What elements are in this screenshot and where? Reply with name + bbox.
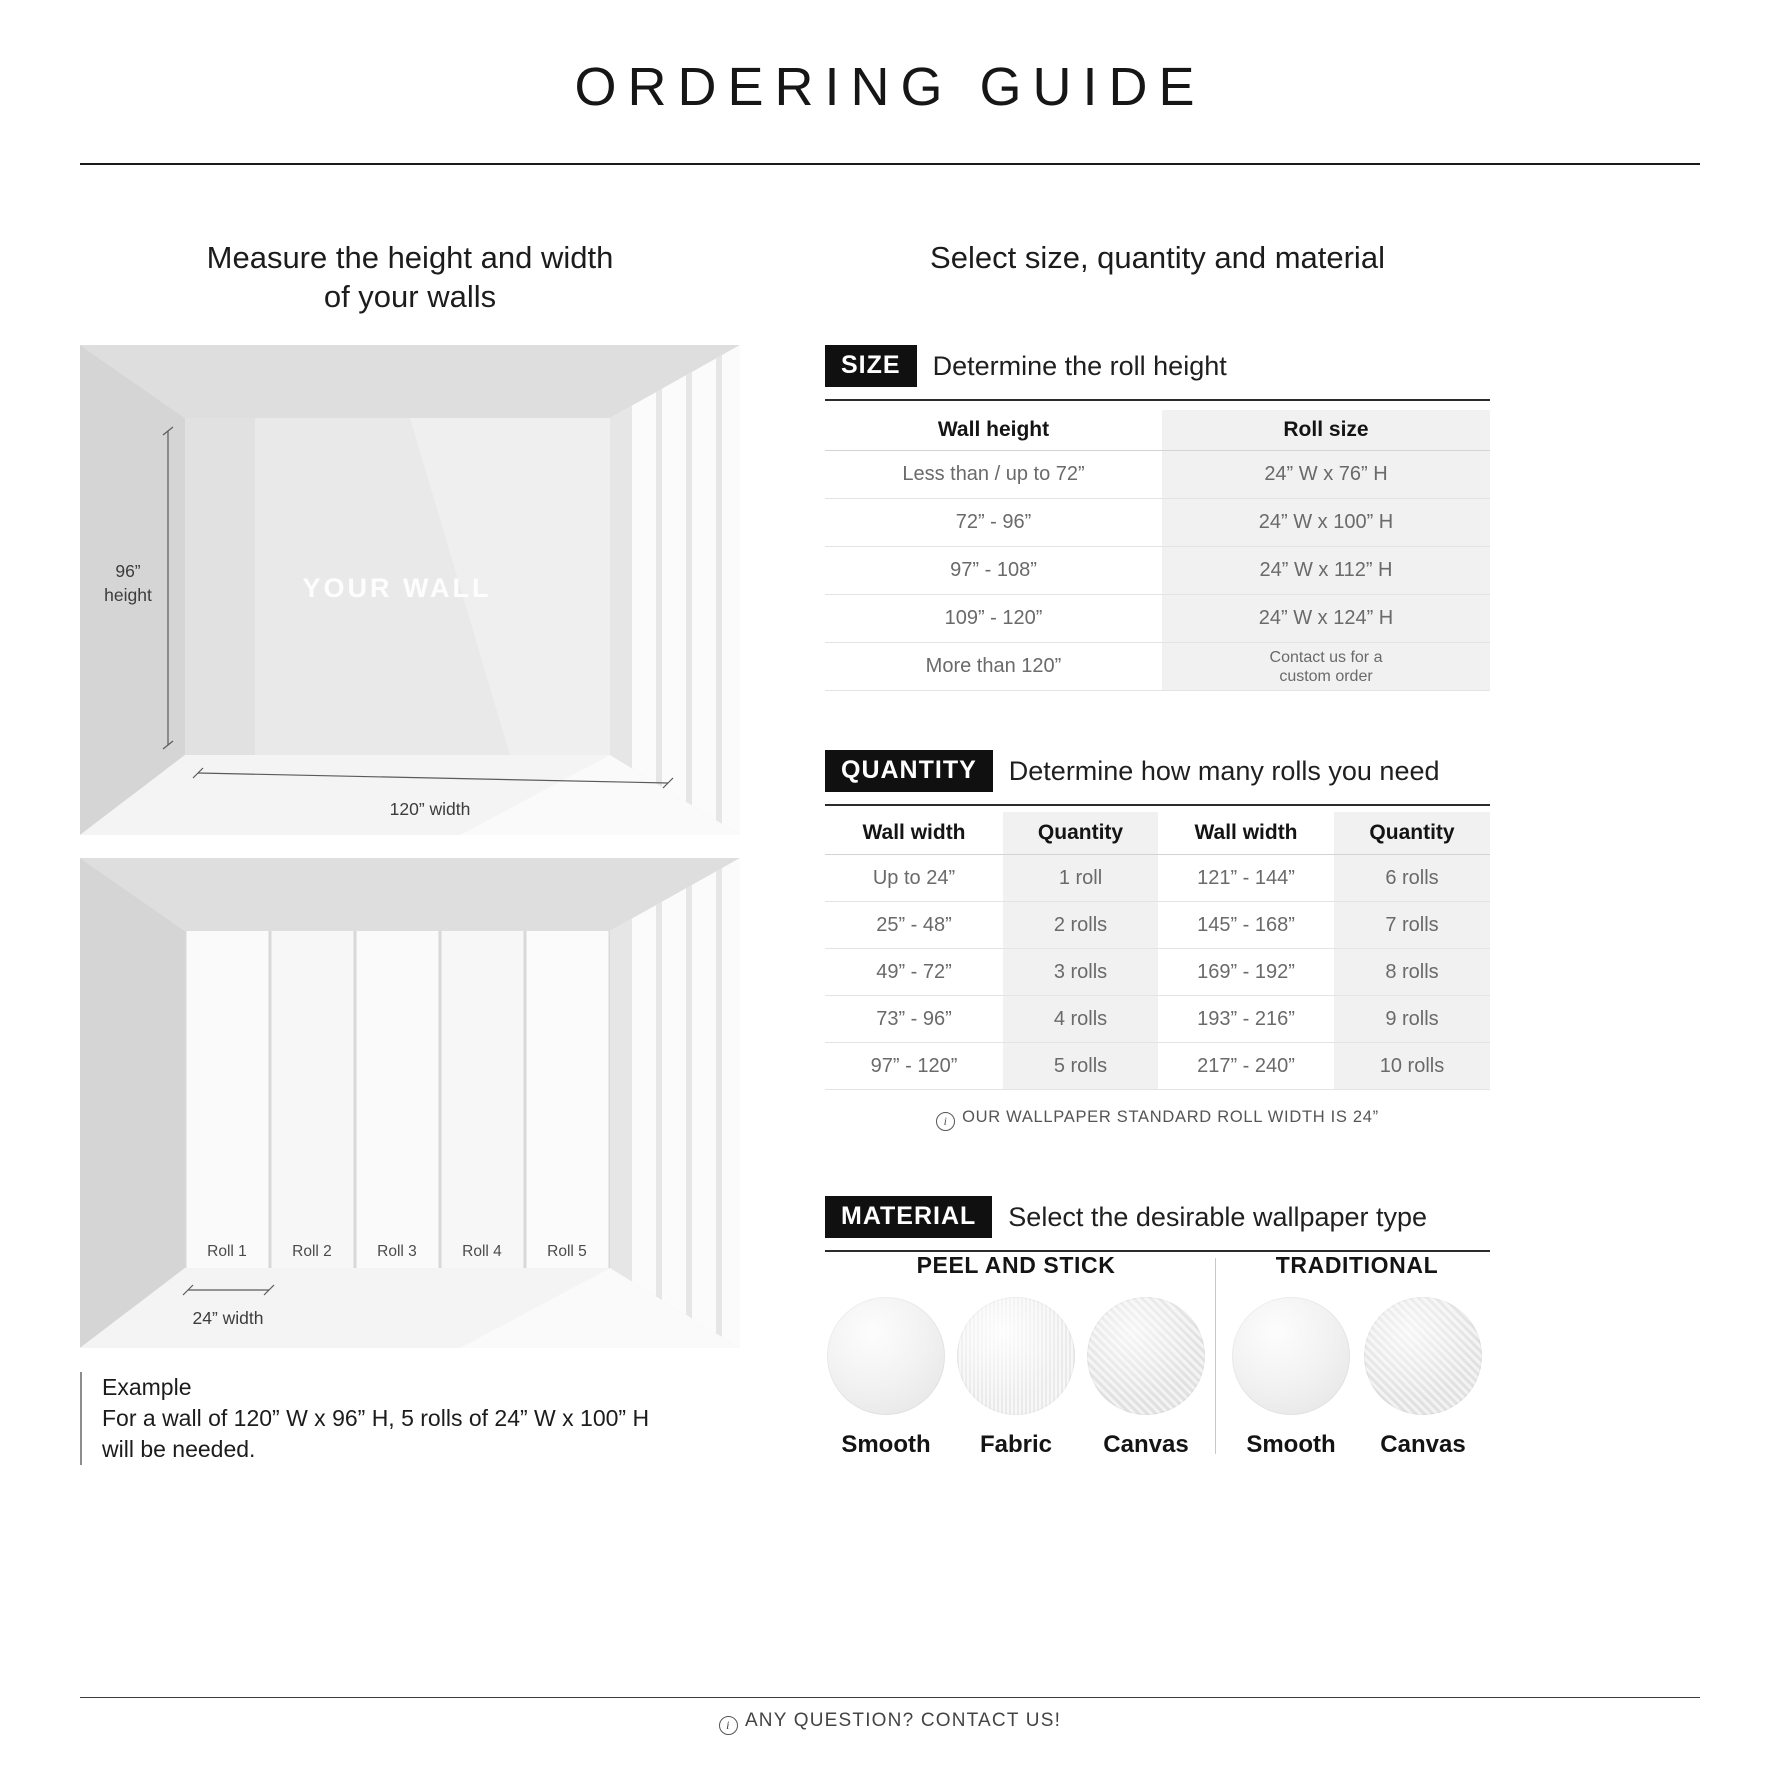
example-line1: For a wall of 120” W x 96” H, 5 rolls of 24” W x 100” H — [102, 1405, 650, 1431]
peel-and-stick-title: PEEL AND STICK — [916, 1252, 1116, 1278]
example-block — [80, 1372, 722, 1465]
material-group-traditional — [1224, 1252, 1490, 1459]
roll-3-label: Roll 3 — [377, 1243, 417, 1260]
your-wall-label: YOUR WALL — [302, 573, 492, 603]
qty-row-5-wall2: 217” - 240” — [1158, 1043, 1334, 1090]
material-group-peel-and-stick — [825, 1252, 1207, 1459]
height-dimension-value: 96” — [115, 561, 141, 581]
size-row-5-roll — [1162, 643, 1490, 691]
swatch-trad-canvas — [1361, 1297, 1485, 1459]
roll-2-label: Roll 2 — [292, 1243, 332, 1260]
quantity-row-3 — [825, 949, 1490, 996]
window-panes — [632, 858, 740, 1348]
material-section-title: Select the desirable wallpaper type — [1008, 1201, 1428, 1232]
traditional-swatches — [1224, 1297, 1490, 1459]
material-options — [825, 1252, 1490, 1459]
wallpaper-rolls — [187, 931, 609, 1268]
page-title: ORDERING GUIDE — [574, 57, 1206, 117]
left-column-heading — [80, 238, 740, 316]
canvas-texture-swatch — [1087, 1297, 1205, 1415]
left-heading-line2: of your walls — [323, 279, 497, 314]
quantity-section-title: Determine how many rolls you need — [1008, 755, 1440, 786]
qty-row-4-wall2: 193” - 216” — [1158, 996, 1334, 1043]
size-row-5 — [825, 643, 1490, 691]
smooth-texture-swatch — [1232, 1297, 1350, 1415]
peel-and-stick-swatches — [825, 1297, 1207, 1459]
qty-row-4-qty2: 9 rolls — [1334, 996, 1490, 1043]
quantity-section-header — [825, 750, 1490, 806]
qty-row-2-wall1: 25” - 48” — [825, 902, 1003, 949]
qty-row-3-wall2: 169” - 192” — [1158, 949, 1334, 996]
room-illustration-measure — [80, 345, 740, 835]
roll-width-dimension-label: 24” width — [192, 1308, 264, 1328]
footer-text: ANY QUESTION? CONTACT US! — [744, 1710, 1062, 1731]
window-panes — [632, 345, 740, 835]
example-title: Example — [102, 1374, 192, 1400]
qty-row-1-wall1: Up to 24” — [825, 855, 1003, 902]
size-row-1 — [825, 451, 1490, 499]
size-row-5-roll-text: Contact us for a custom order — [1269, 648, 1383, 685]
swatch-label-canvas: Canvas — [1380, 1431, 1466, 1458]
swatch-label-smooth: Smooth — [841, 1431, 931, 1458]
qty-row-3-qty1: 3 rolls — [1003, 949, 1158, 996]
roll-1-label: Roll 1 — [207, 1243, 247, 1260]
back-wall-shadow — [185, 418, 255, 755]
qty-row-1-qty2: 6 rolls — [1334, 855, 1490, 902]
qty-row-3-qty2: 8 rolls — [1334, 949, 1490, 996]
info-icon: i — [936, 1112, 955, 1131]
size-table — [825, 410, 1490, 691]
traditional-title: TRADITIONAL — [1275, 1252, 1439, 1278]
size-section-title: Determine the roll height — [932, 350, 1227, 381]
qty-row-5-qty1: 5 rolls — [1003, 1043, 1158, 1090]
footer-divider — [80, 1697, 1700, 1698]
quantity-table — [825, 812, 1490, 1090]
size-row-5-wall: More than 120” — [825, 643, 1162, 691]
size-row-2-wall: 72” - 96” — [825, 499, 1162, 547]
size-col-roll-size: Roll size — [1162, 410, 1490, 451]
roll-4-label: Roll 4 — [462, 1243, 502, 1260]
swatch-label-smooth: Smooth — [1246, 1431, 1336, 1458]
qty-row-1-qty1: 1 roll — [1003, 855, 1158, 902]
size-table-header-row — [825, 410, 1490, 451]
material-divider — [1215, 1258, 1216, 1454]
left-heading-line1: Measure the height and width — [206, 240, 614, 275]
example-line2: will be needed. — [102, 1436, 256, 1462]
swatch-label-fabric: Fabric — [979, 1431, 1053, 1458]
quantity-badge: QUANTITY — [825, 750, 993, 792]
qty-row-1-wall2: 121” - 144” — [1158, 855, 1334, 902]
qty-row-2-qty1: 2 rolls — [1003, 902, 1158, 949]
size-row-3-wall: 97” - 108” — [825, 547, 1162, 595]
height-dimension-word: height — [104, 585, 152, 605]
qty-col-wall-width-1: Wall width — [825, 812, 1003, 855]
right-column-heading: Select size, quantity and material — [930, 240, 1385, 275]
material-badge: MATERIAL — [825, 1196, 992, 1238]
qty-col-wall-width-2: Wall width — [1158, 812, 1334, 855]
size-row-4-roll: 24” W x 124” H — [1162, 595, 1490, 643]
qty-row-3-wall1: 49” - 72” — [825, 949, 1003, 996]
roll-width-note — [825, 1108, 1490, 1131]
info-icon: i — [719, 1716, 738, 1735]
quantity-row-5 — [825, 1043, 1490, 1090]
size-row-1-wall: Less than / up to 72” — [825, 451, 1162, 499]
footer-note — [0, 1710, 1780, 1735]
size-badge: SIZE — [825, 345, 917, 387]
title-divider — [80, 163, 1700, 165]
swatch-peel-fabric — [955, 1297, 1077, 1459]
room-illustration-rolls — [80, 858, 740, 1348]
swatch-label-canvas: Canvas — [1103, 1431, 1189, 1458]
size-row-2-roll: 24” W x 100” H — [1162, 499, 1490, 547]
fabric-texture-swatch — [957, 1297, 1075, 1415]
qty-row-2-qty2: 7 rolls — [1334, 902, 1490, 949]
canvas-texture-swatch — [1364, 1297, 1482, 1415]
qty-row-4-qty1: 4 rolls — [1003, 996, 1158, 1043]
qty-row-5-qty2: 10 rolls — [1334, 1043, 1490, 1090]
quantity-row-1 — [825, 855, 1490, 902]
smooth-texture-swatch — [827, 1297, 945, 1415]
swatch-peel-smooth — [825, 1297, 947, 1459]
size-row-1-roll: 24” W x 76” H — [1162, 451, 1490, 499]
roll-width-note-text: OUR WALLPAPER STANDARD ROLL WIDTH IS 24” — [962, 1108, 1379, 1126]
qty-row-4-wall1: 73” - 96” — [825, 996, 1003, 1043]
left-wall — [80, 858, 185, 1348]
size-row-3 — [825, 547, 1490, 595]
roll-5-label: Roll 5 — [547, 1243, 587, 1260]
size-row-4 — [825, 595, 1490, 643]
qty-col-quantity-1: Quantity — [1003, 812, 1158, 855]
size-col-wall-height: Wall height — [825, 410, 1162, 451]
size-row-2 — [825, 499, 1490, 547]
quantity-table-header-row — [825, 812, 1490, 855]
swatch-trad-smooth — [1229, 1297, 1353, 1459]
qty-row-5-wall1: 97” - 120” — [825, 1043, 1003, 1090]
quantity-row-4 — [825, 996, 1490, 1043]
qty-row-2-wall2: 145” - 168” — [1158, 902, 1334, 949]
size-section-header — [825, 345, 1490, 401]
size-row-3-roll: 24” W x 112” H — [1162, 547, 1490, 595]
material-section-header — [825, 1196, 1490, 1252]
qty-col-quantity-2: Quantity — [1334, 812, 1490, 855]
swatch-peel-canvas — [1085, 1297, 1207, 1459]
quantity-row-2 — [825, 902, 1490, 949]
width-dimension-label: 120” width — [389, 799, 471, 819]
size-row-4-wall: 109” - 120” — [825, 595, 1162, 643]
